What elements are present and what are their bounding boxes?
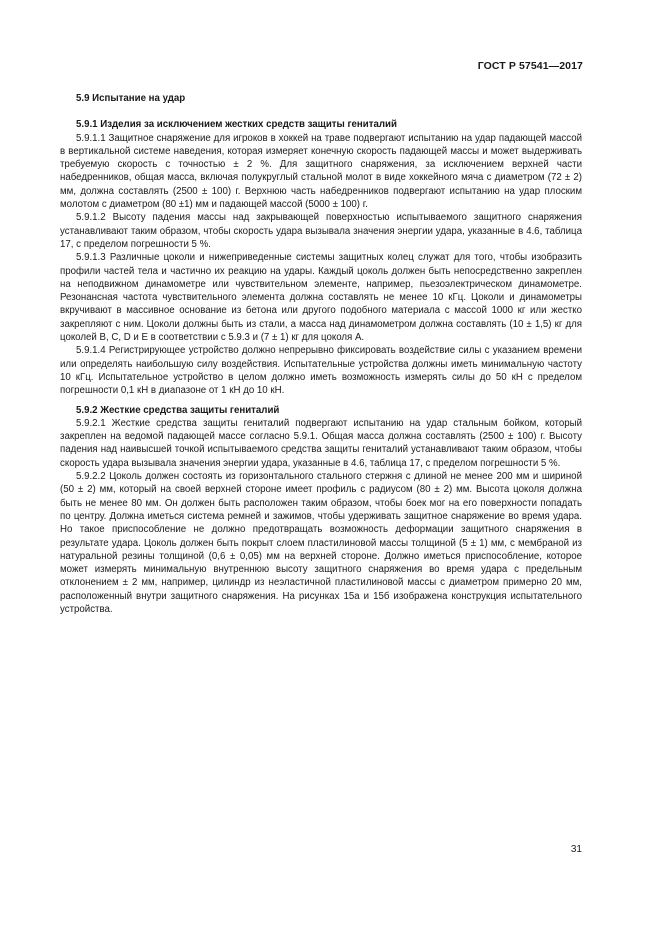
page-number: 31 — [570, 844, 582, 855]
subsection-heading: 5.9.1 Изделия за исключением жестких средств защиты гениталий — [76, 119, 397, 131]
paragraph: 5.9.1.4 Регистрирующее устройство должно непрерывно фиксировать воздействие силы с указанием времени или определять наибольшую силу воздействия. Испытательные устройства должны иметь минимальную частоту 10 кГц. Испытательное устройство в целом должно иметь возможность измерять силы до 50 кН с пределом погрешности 0,1 кН в диапазоне от 1 кН до 10 кН. — [60, 345, 582, 397]
subsection-heading: 5.9.2 Жесткие средства защиты гениталий — [76, 404, 280, 416]
section-heading: 5.9 Испытание на удар — [76, 93, 186, 104]
paragraph: 5.9.1.2 Высоту падения массы над закрывающей поверхностью испытываемого защитного снаряжения устанавливают таким образом, чтобы скорость удара вызывала значения энергии удара, указанные в 4.6, таблица 17, с пределом погрешности 5 %. — [60, 212, 582, 250]
paragraph: 5.9.1.3 Различные цоколи и нижеприведенные системы защитных колец служат для того, чтобы изобразить профили частей тела и частично их реакцию на удары. Каждый цоколь должен быть непосредственно закреплен на неподвижном динамометре или чувствительном элементе, например, пьезоэлектрическом динамометре. Резонансная частота чувствительного элемента должна составлять не менее 10 кГц. Цоколи и динамометры вкручивают в массивное основание из бетона или другого подобного материала с массой 1000 кг или жестко закрепляют с ним. Цоколи должны быть из стали, а масса над динамометром должна составлять (10 ± 1,5) кг для цоколей B, C, D и E в соответствии с 5.9.3 и (7 ± 1) кг для цоколя A. — [60, 252, 582, 344]
paragraph: 5.9.2.1 Жесткие средства защиты гениталий подвергают испытанию на удар стальным бойком, который закреплен на ведомой падающей массе согласно 5.9.1. Общая масса должна составлять (2500 ± 100) г. Высоту падения над наивысшей точкой испытываемого средства защиты гениталий устанавливают таким образом, чтобы скорость удара вызывала значения энергии удара, указанные в 4.6, таблица 17, с пределом погрешности 5 %. — [60, 417, 582, 469]
paragraph: 5.9.1.1 Защитное снаряжение для игроков в хоккей на траве подвергают испытанию на удар падающей массой в вертикальной системе наведения, которая измеряет конечную скорость падающей массы и может выдерживать требуемую скорость с точностью ± 2 %. Для защитного снаряжения, за исключением верхней части набедренников, общая масса, включая полукруглый стальной молот в виде хоккейного мяча с диаметром (72 ± 2) мм, должна составлять (2500 ± 100) г. Верхнюю часть набедренников подвергают испытанию на удар плоским молотом с диаметром (80 ±1) мм и падающей массой (5000 ± 100) г. — [60, 132, 582, 211]
document-body — [60, 92, 582, 616]
document-standard-header: ГОСТ Р 57541—2017 — [477, 60, 583, 72]
paragraph: 5.9.2.2 Цоколь должен состоять из горизонтального стального стержня с длиной не менее 200 мм и шириной (50 ± 2) мм, который на своей верхней стороне имеет профиль с радиусом (80 ± 2) мм. Высота цоколя должна быть не менее 80 мм. Он должен быть расположен таким образом, чтобы боек мог на его поверхности попадать по центру. Должна иметься система ремней и зажимов, чтобы удерживать защитное снаряжение во время удара. Но такое приспособление не должно предотвращать возможность деформации защитного снаряжения в результате удара. Цоколь должен быть покрыт слоем пластилиновой массы толщиной (5 ± 1) мм, с мембраной из натуральной резины толщиной (0,6 ± 0,05) мм на верхней стороне. Должно иметься приспособление, которое может измерять минимальную внутреннюю высоту защитного снаряжения во время удара с предельным отклонением ± 2 мм, например, цилиндр из неэластичной пластилиновой массы с диаметром примерно 20 мм, расположенный внутри защитного снаряжения. На рисунках 15а и 15б изображена конструкция испытательного устройства. — [60, 471, 582, 615]
